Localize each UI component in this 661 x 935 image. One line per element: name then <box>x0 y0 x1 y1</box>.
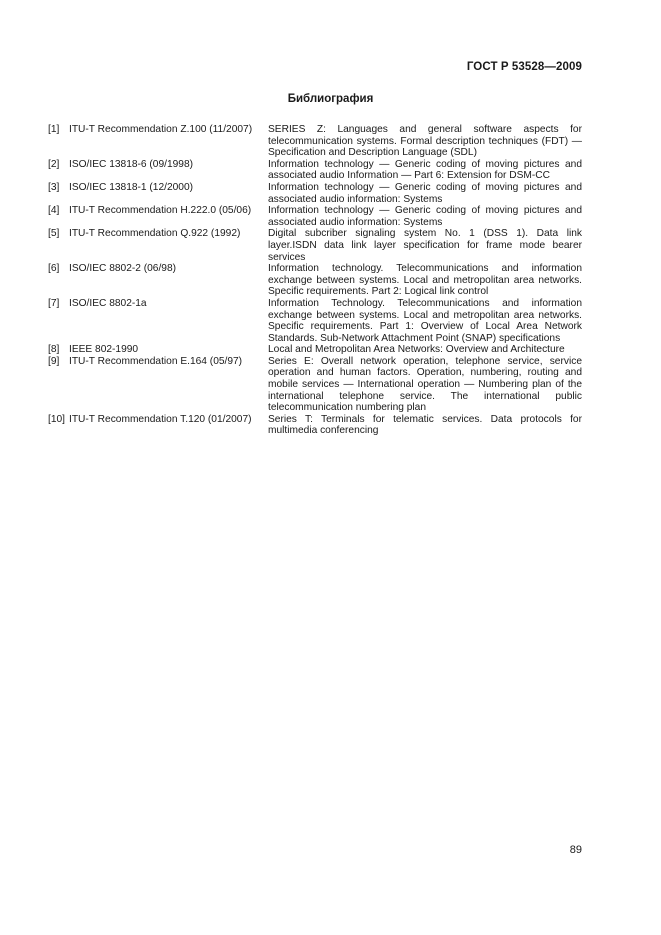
entry-description: Information technology — Generic coding of moving pictures and associated audio information: Systems <box>268 205 582 228</box>
bibliography-entry-4 <box>48 205 582 228</box>
entry-description: Local and Metropolitan Area Networks: Overview and Architecture <box>268 344 565 356</box>
standard-code: ГОСТ Р 53528—2009 <box>466 61 582 73</box>
bibliography-entry-8 <box>48 344 582 356</box>
entry-number: [1] <box>48 124 60 135</box>
bibliography-title: Библиография <box>287 93 374 105</box>
entry-reference: ISO/IEC 8802-1a <box>69 297 147 309</box>
entry-description: SERIES Z: Languages and general software aspects for telecommunication systems. Formal description techniques (FDT) — Specification and Description Language (SDL) <box>268 124 582 159</box>
entry-number: [5] <box>48 228 60 240</box>
entry-number: [10] <box>48 413 65 425</box>
bibliography-entry-6 <box>48 263 582 298</box>
entry-reference: ITU-T Recommendation H.222.0 (05/06) <box>69 205 252 217</box>
entry-number: [8] <box>48 344 60 356</box>
entry-reference: IEEE 802-1990 <box>69 344 139 356</box>
bibliography-entry-2 <box>48 159 582 182</box>
bibliography-entry-9 <box>48 356 582 414</box>
entry-number: [7] <box>48 297 60 309</box>
bibliography-entry-7 <box>48 298 582 344</box>
entry-description: Information technology — Generic coding of moving pictures and associated audio information: Systems <box>268 181 582 205</box>
entry-number: [6] <box>48 263 60 275</box>
entry-reference: ITU-T Recommendation Z.100 (11/2007) <box>69 124 253 135</box>
entry-number: [9] <box>48 355 60 367</box>
entry-reference: ITU-T Recommendation T.120 (01/2007) <box>69 413 252 425</box>
entry-description: Digital subcriber signaling system No. 1 (DSS 1). Data link layer.ISDN data link layer specification for frame mode bearer services <box>268 228 582 263</box>
entry-description: Information technology — Generic coding of moving pictures and associated audio Information — Part 6: Extension for DSM-CC <box>268 158 582 182</box>
bibliography-list <box>48 124 582 437</box>
entry-reference: ITU-T Recommendation Q.922 (1992) <box>69 228 241 240</box>
entry-description: Series E: Overall network operation, telephone service, service operation and human factors. Operation, numbering, routing and mobile services — International operation — Numbering plan of the international telephone service. The international public telecommunication numbering plan <box>268 355 582 414</box>
page-number: 89 <box>569 844 582 856</box>
entry-reference: ITU-T Recommendation E.164 (05/97) <box>69 355 243 367</box>
bibliography-entry-5 <box>48 228 582 263</box>
entry-reference: ISO/IEC 13818-1 (12/2000) <box>69 181 194 193</box>
entry-description: Information Technology. Telecommunications and information exchange between systems. Local and metropolitan area networks. Specific requirements. Part 1: Overview of Local Area Network Standards. Sub-Network Attachment Point (SNAP) specifications <box>268 297 582 344</box>
entry-reference: ISO/IEC 8802-2 (06/98) <box>69 263 177 275</box>
entry-description: Series T: Terminals for telematic services. Data protocols for multimedia conferencing <box>268 413 582 437</box>
entry-reference: ISO/IEC 13818-6 (09/1998) <box>69 158 194 170</box>
bibliography-entry-10 <box>48 414 582 437</box>
bibliography-entry-3 <box>48 182 582 205</box>
entry-number: [4] <box>48 205 60 217</box>
entry-description: Information technology. Telecommunications and information exchange between systems. Local and metropolitan area networks. Specific requirements. Part 2: Logical link control <box>268 263 582 298</box>
bibliography-entry-1 <box>48 124 582 159</box>
entry-number: [3] <box>48 181 60 193</box>
entry-number: [2] <box>48 158 60 170</box>
